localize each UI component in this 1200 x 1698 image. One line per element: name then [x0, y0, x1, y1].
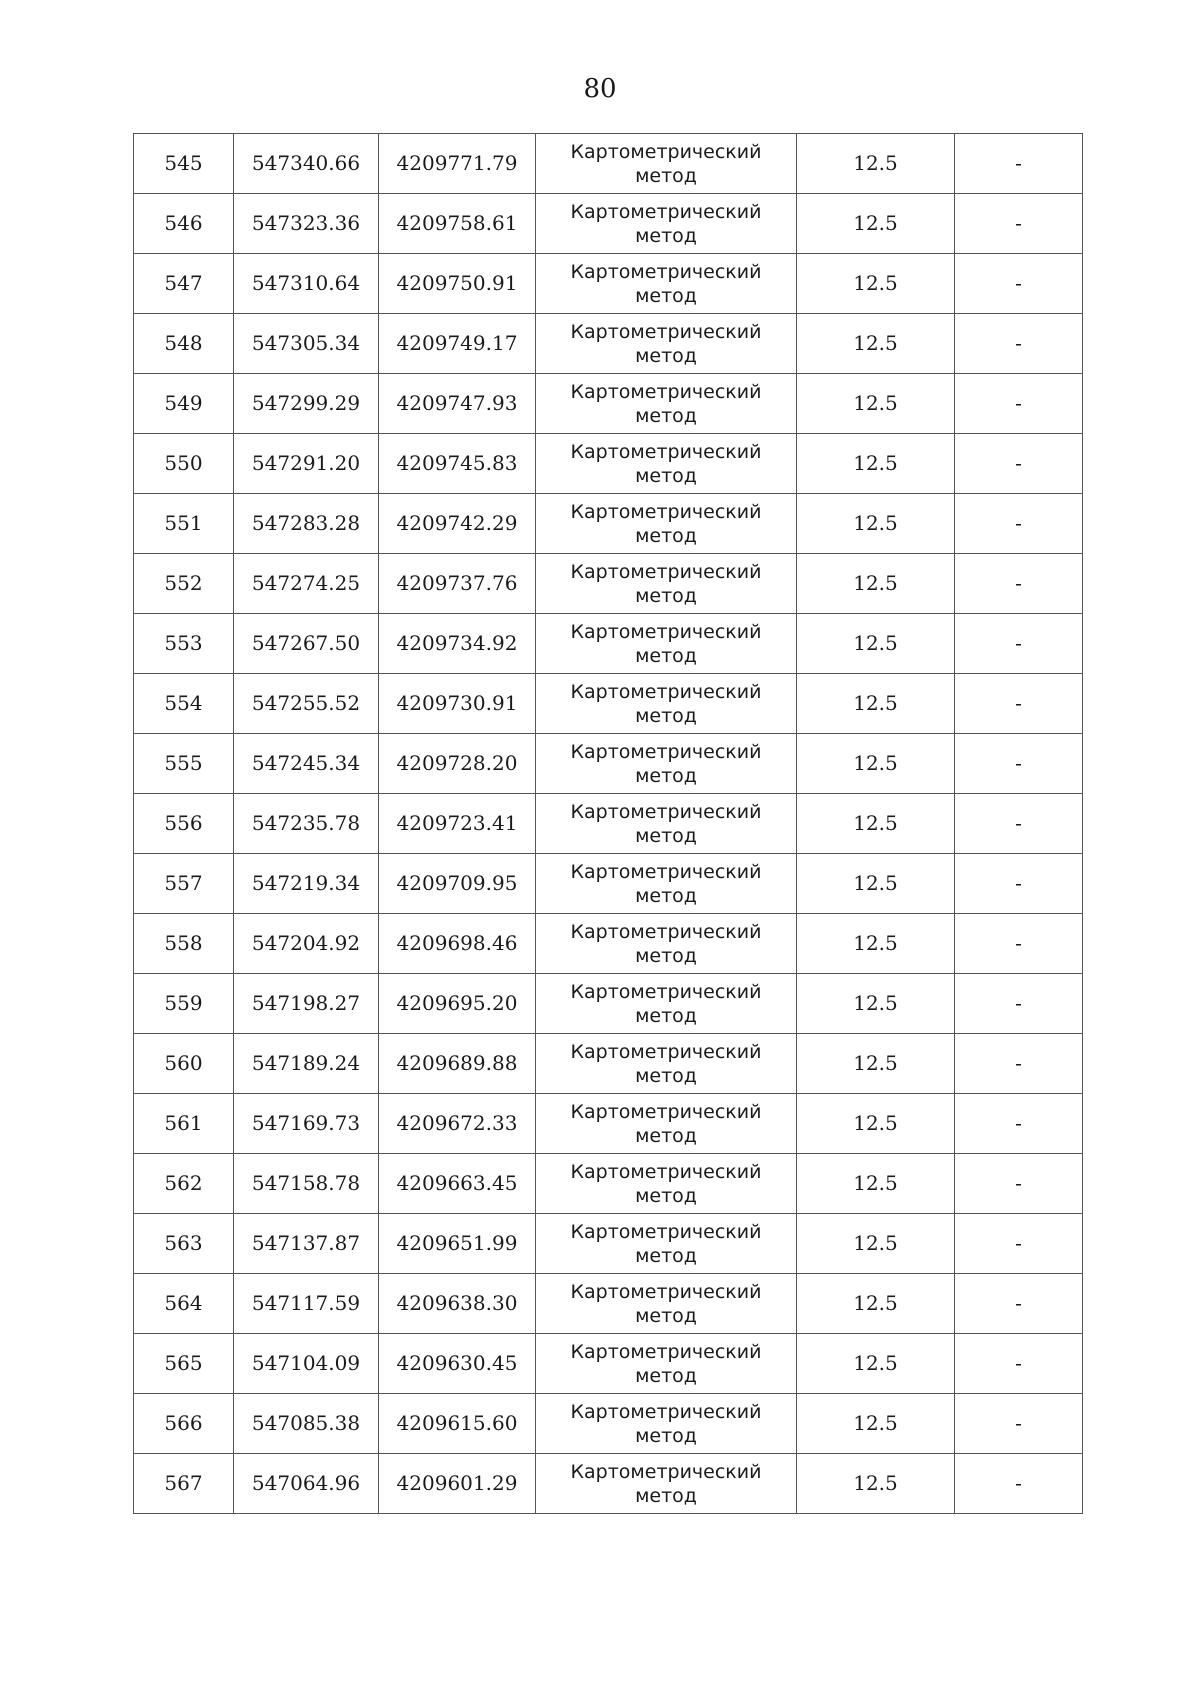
- method-line-2: метод: [635, 404, 697, 427]
- coordinate-y-cell: 4209758.61: [379, 194, 536, 254]
- method-line-1: Картометрический: [570, 980, 762, 1003]
- precision-cell: 12.5: [797, 554, 955, 614]
- method-line-2: метод: [635, 464, 697, 487]
- point-number-cell: 551: [134, 494, 234, 554]
- method-cell: [536, 974, 797, 1034]
- table-row: [134, 434, 1083, 494]
- coordinate-x-cell: 547064.96: [234, 1454, 379, 1514]
- note-cell: -: [955, 1394, 1083, 1454]
- coordinate-x-cell: 547267.50: [234, 614, 379, 674]
- method-cell: [536, 674, 797, 734]
- note-cell: -: [955, 614, 1083, 674]
- precision-cell: 12.5: [797, 1034, 955, 1094]
- method-line-2: метод: [635, 764, 697, 787]
- coordinate-x-cell: 547169.73: [234, 1094, 379, 1154]
- table-row: [134, 134, 1083, 194]
- method-line-2: метод: [635, 164, 697, 187]
- method-line-2: метод: [635, 824, 697, 847]
- method-cell: [536, 1094, 797, 1154]
- page-number: 80: [583, 74, 617, 104]
- note-cell: -: [955, 854, 1083, 914]
- method-line-1: Картометрический: [570, 500, 762, 523]
- method-cell: [536, 614, 797, 674]
- coordinate-x-cell: 547299.29: [234, 374, 379, 434]
- method-line-1: Картометрический: [570, 560, 762, 583]
- method-line-2: метод: [635, 1244, 697, 1267]
- point-number-cell: 556: [134, 794, 234, 854]
- method-cell: [536, 1454, 797, 1514]
- point-number-cell: 549: [134, 374, 234, 434]
- coordinate-y-cell: 4209723.41: [379, 794, 536, 854]
- method-line-2: метод: [635, 1424, 697, 1447]
- precision-cell: 12.5: [797, 974, 955, 1034]
- precision-cell: 12.5: [797, 914, 955, 974]
- note-cell: -: [955, 1094, 1083, 1154]
- method-cell: [536, 494, 797, 554]
- table-row: [134, 734, 1083, 794]
- table-row: [134, 614, 1083, 674]
- note-cell: -: [955, 134, 1083, 194]
- coordinates-table: [133, 133, 1083, 1514]
- point-number-cell: 547: [134, 254, 234, 314]
- coordinate-x-cell: 547323.36: [234, 194, 379, 254]
- method-line-2: метод: [635, 704, 697, 727]
- note-cell: -: [955, 494, 1083, 554]
- table-row: [134, 1274, 1083, 1334]
- coordinate-x-cell: 547104.09: [234, 1334, 379, 1394]
- table-row: [134, 314, 1083, 374]
- method-line-2: метод: [635, 284, 697, 307]
- note-cell: -: [955, 974, 1083, 1034]
- method-cell: [536, 734, 797, 794]
- note-cell: -: [955, 194, 1083, 254]
- coordinate-y-cell: 4209615.60: [379, 1394, 536, 1454]
- coordinate-x-cell: 547158.78: [234, 1154, 379, 1214]
- note-cell: -: [955, 254, 1083, 314]
- table-row: [134, 1154, 1083, 1214]
- coordinate-x-cell: 547245.34: [234, 734, 379, 794]
- note-cell: -: [955, 914, 1083, 974]
- point-number-cell: 545: [134, 134, 234, 194]
- precision-cell: 12.5: [797, 674, 955, 734]
- coordinate-y-cell: 4209638.30: [379, 1274, 536, 1334]
- coordinate-y-cell: 4209730.91: [379, 674, 536, 734]
- method-cell: [536, 1214, 797, 1274]
- method-cell: [536, 134, 797, 194]
- coordinate-y-cell: 4209747.93: [379, 374, 536, 434]
- coordinate-y-cell: 4209698.46: [379, 914, 536, 974]
- precision-cell: 12.5: [797, 1274, 955, 1334]
- precision-cell: 12.5: [797, 494, 955, 554]
- coordinate-x-cell: 547340.66: [234, 134, 379, 194]
- table-row: [134, 554, 1083, 614]
- point-number-cell: 558: [134, 914, 234, 974]
- method-line-2: метод: [635, 584, 697, 607]
- note-cell: -: [955, 374, 1083, 434]
- table-row: [134, 374, 1083, 434]
- method-line-1: Картометрический: [570, 140, 762, 163]
- coordinate-y-cell: 4209771.79: [379, 134, 536, 194]
- precision-cell: 12.5: [797, 1454, 955, 1514]
- coordinate-y-cell: 4209734.92: [379, 614, 536, 674]
- point-number-cell: 559: [134, 974, 234, 1034]
- coordinate-y-cell: 4209745.83: [379, 434, 536, 494]
- coordinate-y-cell: 4209737.76: [379, 554, 536, 614]
- method-line-2: метод: [635, 1004, 697, 1027]
- method-line-2: метод: [635, 884, 697, 907]
- method-cell: [536, 1274, 797, 1334]
- method-line-1: Картометрический: [570, 680, 762, 703]
- coordinate-x-cell: 547198.27: [234, 974, 379, 1034]
- coordinate-x-cell: 547204.92: [234, 914, 379, 974]
- table-row: [134, 1034, 1083, 1094]
- precision-cell: 12.5: [797, 1094, 955, 1154]
- table-row: [134, 974, 1083, 1034]
- coordinate-y-cell: 4209750.91: [379, 254, 536, 314]
- table-row: [134, 1334, 1083, 1394]
- note-cell: -: [955, 314, 1083, 374]
- precision-cell: 12.5: [797, 434, 955, 494]
- coordinate-y-cell: 4209601.29: [379, 1454, 536, 1514]
- method-line-1: Картометрический: [570, 1160, 762, 1183]
- precision-cell: 12.5: [797, 374, 955, 434]
- precision-cell: 12.5: [797, 1154, 955, 1214]
- coordinate-x-cell: 547137.87: [234, 1214, 379, 1274]
- point-number-cell: 560: [134, 1034, 234, 1094]
- point-number-cell: 564: [134, 1274, 234, 1334]
- coordinate-x-cell: 547305.34: [234, 314, 379, 374]
- coordinate-x-cell: 547274.25: [234, 554, 379, 614]
- note-cell: -: [955, 1274, 1083, 1334]
- precision-cell: 12.5: [797, 734, 955, 794]
- precision-cell: 12.5: [797, 1334, 955, 1394]
- point-number-cell: 565: [134, 1334, 234, 1394]
- method-cell: [536, 794, 797, 854]
- precision-cell: 12.5: [797, 254, 955, 314]
- coordinate-y-cell: 4209695.20: [379, 974, 536, 1034]
- table-row: [134, 1094, 1083, 1154]
- method-cell: [536, 194, 797, 254]
- precision-cell: 12.5: [797, 794, 955, 854]
- method-cell: [536, 254, 797, 314]
- precision-cell: 12.5: [797, 1394, 955, 1454]
- coordinate-x-cell: 547117.59: [234, 1274, 379, 1334]
- method-line-1: Картометрический: [570, 380, 762, 403]
- method-cell: [536, 1334, 797, 1394]
- method-line-2: метод: [635, 1364, 697, 1387]
- coordinate-y-cell: 4209742.29: [379, 494, 536, 554]
- table-row: [134, 914, 1083, 974]
- method-line-1: Картометрический: [570, 920, 762, 943]
- method-cell: [536, 434, 797, 494]
- method-line-1: Картометрический: [570, 1100, 762, 1123]
- precision-cell: 12.5: [797, 134, 955, 194]
- table-row: [134, 254, 1083, 314]
- table-row: [134, 1454, 1083, 1514]
- table-row: [134, 494, 1083, 554]
- method-line-2: метод: [635, 1484, 697, 1507]
- table-row: [134, 674, 1083, 734]
- point-number-cell: 546: [134, 194, 234, 254]
- method-line-1: Картометрический: [570, 1280, 762, 1303]
- method-line-2: метод: [635, 944, 697, 967]
- coordinate-y-cell: 4209651.99: [379, 1214, 536, 1274]
- table-row: [134, 854, 1083, 914]
- coordinate-x-cell: 547310.64: [234, 254, 379, 314]
- note-cell: -: [955, 794, 1083, 854]
- point-number-cell: 552: [134, 554, 234, 614]
- method-line-1: Картометрический: [570, 800, 762, 823]
- method-line-1: Картометрический: [570, 1220, 762, 1243]
- point-number-cell: 566: [134, 1394, 234, 1454]
- method-cell: [536, 1394, 797, 1454]
- table-row: [134, 794, 1083, 854]
- method-line-2: метод: [635, 1304, 697, 1327]
- table-row: [134, 1214, 1083, 1274]
- method-line-2: метод: [635, 1064, 697, 1087]
- coordinate-y-cell: 4209749.17: [379, 314, 536, 374]
- coordinate-x-cell: 547283.28: [234, 494, 379, 554]
- method-line-2: метод: [635, 224, 697, 247]
- coordinate-x-cell: 547255.52: [234, 674, 379, 734]
- method-line-1: Картометрический: [570, 440, 762, 463]
- table-row: [134, 194, 1083, 254]
- method-line-1: Картометрический: [570, 1460, 762, 1483]
- method-line-2: метод: [635, 1184, 697, 1207]
- method-line-1: Картометрический: [570, 740, 762, 763]
- method-line-1: Картометрический: [570, 1040, 762, 1063]
- coordinate-y-cell: 4209709.95: [379, 854, 536, 914]
- precision-cell: 12.5: [797, 614, 955, 674]
- method-line-1: Картометрический: [570, 860, 762, 883]
- note-cell: -: [955, 734, 1083, 794]
- coordinate-x-cell: 547189.24: [234, 1034, 379, 1094]
- note-cell: -: [955, 1154, 1083, 1214]
- coordinates-table-body: [134, 134, 1083, 1514]
- coordinate-x-cell: 547291.20: [234, 434, 379, 494]
- method-line-2: метод: [635, 644, 697, 667]
- method-cell: [536, 854, 797, 914]
- point-number-cell: 561: [134, 1094, 234, 1154]
- method-cell: [536, 1154, 797, 1214]
- note-cell: -: [955, 674, 1083, 734]
- table-row: [134, 1394, 1083, 1454]
- point-number-cell: 555: [134, 734, 234, 794]
- precision-cell: 12.5: [797, 314, 955, 374]
- note-cell: -: [955, 1454, 1083, 1514]
- method-line-1: Картометрический: [570, 620, 762, 643]
- point-number-cell: 554: [134, 674, 234, 734]
- method-cell: [536, 1034, 797, 1094]
- note-cell: -: [955, 554, 1083, 614]
- coordinate-y-cell: 4209663.45: [379, 1154, 536, 1214]
- point-number-cell: 562: [134, 1154, 234, 1214]
- method-cell: [536, 554, 797, 614]
- method-line-2: метод: [635, 344, 697, 367]
- point-number-cell: 550: [134, 434, 234, 494]
- coordinate-y-cell: 4209672.33: [379, 1094, 536, 1154]
- point-number-cell: 563: [134, 1214, 234, 1274]
- precision-cell: 12.5: [797, 194, 955, 254]
- precision-cell: 12.5: [797, 854, 955, 914]
- coordinate-x-cell: 547219.34: [234, 854, 379, 914]
- coordinate-x-cell: 547235.78: [234, 794, 379, 854]
- coordinate-y-cell: 4209630.45: [379, 1334, 536, 1394]
- coordinate-x-cell: 547085.38: [234, 1394, 379, 1454]
- point-number-cell: 557: [134, 854, 234, 914]
- method-cell: [536, 914, 797, 974]
- note-cell: -: [955, 1034, 1083, 1094]
- method-line-1: Картометрический: [570, 200, 762, 223]
- note-cell: -: [955, 434, 1083, 494]
- precision-cell: 12.5: [797, 1214, 955, 1274]
- note-cell: -: [955, 1214, 1083, 1274]
- method-line-1: Картометрический: [570, 260, 762, 283]
- method-line-2: метод: [635, 524, 697, 547]
- coordinate-y-cell: 4209728.20: [379, 734, 536, 794]
- method-cell: [536, 314, 797, 374]
- point-number-cell: 567: [134, 1454, 234, 1514]
- coordinate-y-cell: 4209689.88: [379, 1034, 536, 1094]
- note-cell: -: [955, 1334, 1083, 1394]
- point-number-cell: 553: [134, 614, 234, 674]
- method-line-2: метод: [635, 1124, 697, 1147]
- point-number-cell: 548: [134, 314, 234, 374]
- method-line-1: Картометрический: [570, 1400, 762, 1423]
- method-cell: [536, 374, 797, 434]
- method-line-1: Картометрический: [570, 1340, 762, 1363]
- method-line-1: Картометрический: [570, 320, 762, 343]
